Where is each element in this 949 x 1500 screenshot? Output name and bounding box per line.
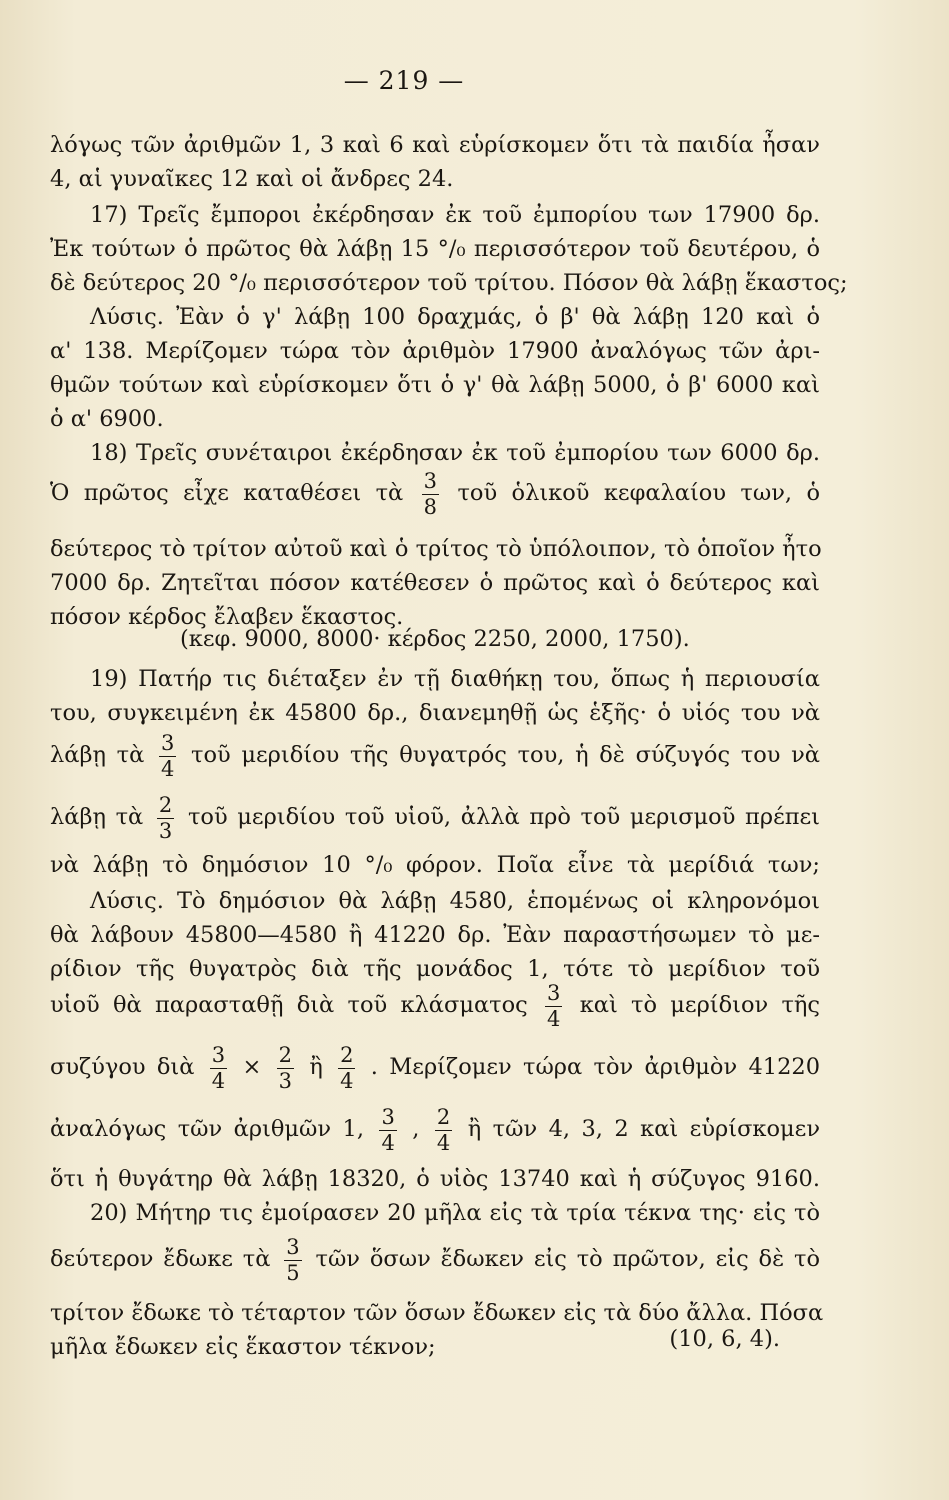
fraction-3-5	[284, 1234, 301, 1285]
text-line: θὰ λάβουν 45800—4580 ἢ 41220 δρ. Ἐὰν παραστήσωμεν τὸ με-	[50, 922, 820, 948]
fraction-2-3	[277, 1042, 294, 1093]
text-line-with-fractions	[50, 1040, 820, 1094]
line-text: τοῦ μεριδίου τῆς θυγατρός του, ἡ δὲ σύζυγός του νὰ	[191, 742, 820, 768]
text-line: λόγως τῶν ἀριθμῶν 1, 3 καὶ 6 καὶ εὑρίσκομεν ὅτι τὰ παιδία ἦσαν	[50, 132, 820, 158]
denominator: 4	[436, 1130, 451, 1155]
text-line: θμῶν τούτων καὶ εὑρίσκομεν ὅτι ὁ γ' θὰ λάβῃ 5000, ὁ β' 6000 καὶ	[50, 372, 820, 398]
line-text: τῶν ὅσων ἔδωκεν εἰς τὸ πρῶτον, εἰς δὲ τὸ	[315, 1246, 820, 1272]
answer-18: (κεφ. 9000, 8000· κέρδος 2250, 2000, 1750).	[180, 626, 690, 652]
line-text: τοῦ ὁλικοῦ κεφαλαίου των, ὁ	[457, 480, 820, 506]
text-line: νὰ λάβῃ τὸ δημόσιον 10 °/₀ φόρον. Ποῖα εἶνε τὰ μερίδιά των;	[50, 852, 820, 878]
line-text: δεύτερον ἔδωκε τὰ	[50, 1246, 271, 1272]
text-line: 4, αἱ γυναῖκες 12 καὶ οἱ ἄνδρες 24.	[50, 166, 454, 192]
line-text: ἀναλόγως τῶν ἀριθμῶν 1,	[50, 1116, 364, 1142]
numerator: 2	[158, 792, 173, 817]
fraction-3-4	[210, 1042, 227, 1093]
text-line: του, συγκειμένη ἐκ 45800 δρ., διανεμηθῇ ὡς ἑξῆς· ὁ υἱός του νὰ	[50, 700, 820, 726]
page-number: — 219 —	[343, 66, 465, 95]
denominator: 3	[158, 818, 173, 843]
denominator: 4	[381, 1130, 395, 1155]
solution-line: Λύσις. Ἐὰν ὁ γ' λάβῃ 100 δραχμάς, ὁ β' θὰ λάβῃ 120 καὶ ὁ	[90, 304, 820, 330]
text-line-with-fraction	[50, 1232, 820, 1286]
text-line-with-fraction	[50, 790, 820, 844]
text-line: μῆλα ἔδωκεν εἰς ἕκαστον τέκνον;	[50, 1334, 436, 1360]
denominator: 5	[286, 1260, 300, 1285]
line-text: . Μερίζομεν τώρα τὸν ἀριθμὸν 41220	[370, 1054, 821, 1080]
text-line-with-fractions	[50, 1102, 820, 1156]
problem-19-heading: 19) Πατήρ τις διέταξεν ἐν τῇ διαθήκῃ του, ὅπως ἡ περιουσία	[90, 666, 820, 692]
comma: ,	[412, 1116, 420, 1142]
line-text: Ὁ πρῶτος εἶχε καταθέσει τὰ	[50, 480, 404, 506]
text-line: δεύτερος τὸ τρίτον αὐτοῦ καὶ ὁ τρίτος τὸ ὑπόλοιπον, τὸ ὁποῖον ἦτο	[50, 536, 822, 562]
numerator: 2	[436, 1104, 451, 1129]
line-text: καὶ τὸ μερίδιον τῆς	[579, 992, 821, 1018]
solution-line: Λύσις. Τὸ δημόσιον θὰ λάβῃ 4580, ἑπομένως οἱ κληρονόμοι	[90, 888, 820, 914]
numerator: 3	[160, 730, 175, 755]
fraction-3-8	[422, 468, 439, 519]
line-text: συζύγου διὰ	[50, 1054, 195, 1080]
text-line-with-fraction	[50, 466, 820, 520]
numerator: 2	[278, 1042, 292, 1067]
fraction-2-3	[157, 792, 174, 843]
fraction-3-4	[545, 980, 562, 1031]
line-text: λάβῃ τὰ	[50, 742, 145, 768]
numerator: 3	[211, 1042, 226, 1067]
text-line: ὁ α' 6900.	[50, 406, 164, 432]
denominator: 4	[160, 756, 175, 781]
text-line: ρίδιον τῆς θυγατρὸς διὰ τῆς μονάδος 1, τότε τὸ μερίδιον τοῦ	[50, 956, 820, 982]
problem-18-heading: 18) Τρεῖς συνέταιροι ἐκέρδησαν ἐκ τοῦ ἐμπορίου των 6000 δρ.	[90, 440, 820, 466]
fraction-3-4	[379, 1104, 396, 1155]
denominator: 4	[340, 1068, 354, 1093]
answer-20: (10, 6, 4).	[669, 1326, 780, 1352]
text-line: τρίτον ἔδωκε τὸ τέταρτον τῶν ὅσων ἔδωκεν εἰς τὰ δύο ἄλλα. Πόσα	[50, 1300, 824, 1326]
text-line: α' 138. Μερίζομεν τώρα τὸν ἀριθμὸν 17900 ἀναλόγως τῶν ἀρι-	[50, 338, 820, 364]
line-text: λάβῃ τὰ	[50, 804, 144, 830]
numerator: 3	[547, 980, 561, 1005]
problem-20-heading: 20) Μήτηρ τις ἐμοίρασεν 20 μῆλα εἰς τὰ τρία τέκνα της· εἰς τὸ	[90, 1200, 820, 1226]
fraction-2-4	[435, 1104, 452, 1155]
line-text: τοῦ μεριδίου τοῦ υἱοῦ, ἀλλὰ πρὸ τοῦ μερισμοῦ πρέπει	[187, 804, 820, 830]
denominator: 4	[547, 1006, 561, 1031]
numerator: 2	[340, 1042, 354, 1067]
text-line: πόσον κέρδος ἔλαβεν ἕκαστος.	[50, 604, 404, 630]
problem-17-heading: 17) Τρεῖς ἔμποροι ἐκέρδησαν ἐκ τοῦ ἐμπορίου των 17900 δρ.	[90, 202, 820, 228]
times-sign: ×	[242, 1054, 262, 1080]
text-line: δὲ δεύτερος 20 °/₀ περισσότερον τοῦ τρίτου. Πόσον θὰ λάβῃ ἕκαστος;	[50, 270, 848, 296]
line-text: υἱοῦ θὰ παρασταθῇ διὰ τοῦ κλάσματος	[50, 992, 528, 1018]
numerator: 3	[423, 468, 438, 493]
text-line: Ἐκ τούτων ὁ πρῶτος θὰ λάβῃ 15 °/₀ περισσότερον τοῦ δευτέρου, ὁ	[50, 236, 820, 262]
denominator: 3	[278, 1068, 292, 1093]
numerator: 3	[381, 1104, 395, 1129]
line-text: ἢ τῶν 4, 3, 2 καὶ εὑρίσκομεν	[467, 1116, 820, 1142]
denominator: 8	[423, 494, 438, 519]
text-line-with-fraction	[50, 728, 820, 782]
numerator: 3	[286, 1234, 300, 1259]
or-word: ἢ	[309, 1054, 323, 1080]
fraction-3-4	[159, 730, 176, 781]
text-line: 7000 δρ. Ζητεῖται πόσον κατέθεσεν ὁ πρῶτος καὶ ὁ δεύτερος καὶ	[50, 570, 820, 596]
text-line: ὅτι ἡ θυγάτηρ θὰ λάβῃ 18320, ὁ υἱὸς 13740 καὶ ἡ σύζυγος 9160.	[50, 1166, 820, 1192]
denominator: 4	[211, 1068, 226, 1093]
fraction-2-4	[338, 1042, 355, 1093]
text-line-with-fraction	[50, 978, 820, 1032]
